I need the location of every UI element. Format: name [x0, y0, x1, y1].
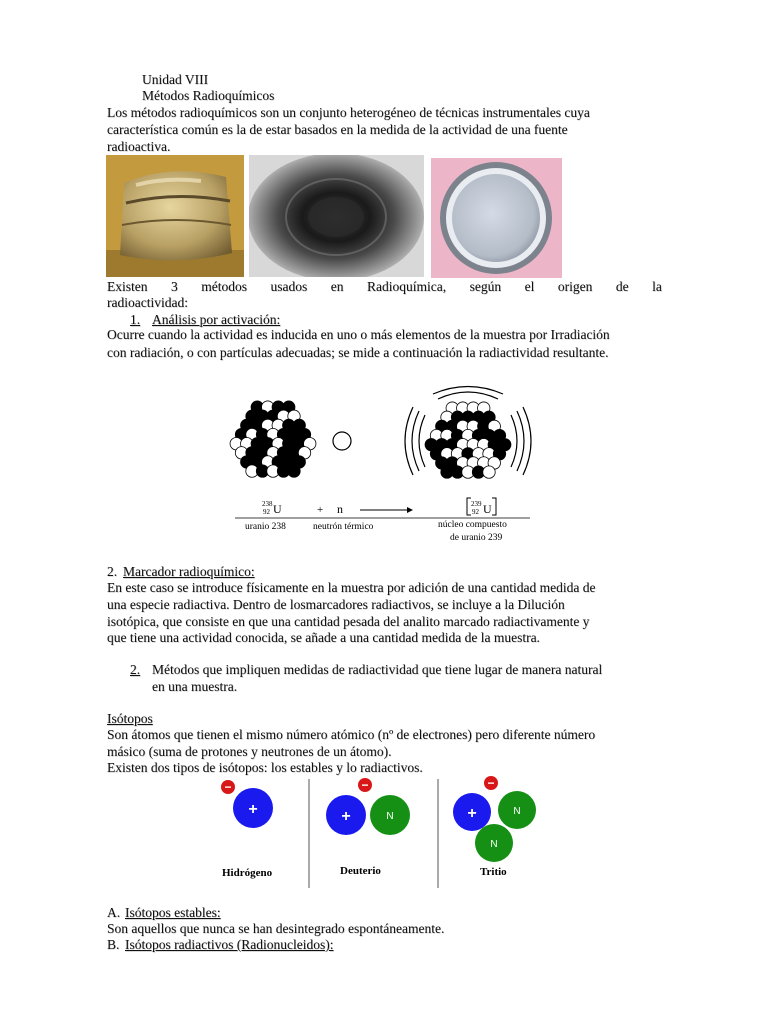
neutron-symbol: n	[337, 502, 343, 516]
label-hydrogen: Hidrógeno	[222, 867, 273, 879]
isotopes-heading: Isótopos	[107, 711, 153, 726]
radiation-arcs-right	[511, 407, 531, 475]
methods-line-2: radioactividad:	[107, 295, 188, 310]
page-title: Métodos Radioquímicos	[142, 88, 275, 103]
proton-sign: +	[248, 801, 258, 818]
section-2-line-2: una especie radiactiva. Dentro de losmarcadores radiactivos, se incluye a la Dilución	[107, 597, 565, 612]
methods-word: en	[330, 279, 344, 294]
methods-word: métodos	[201, 279, 247, 294]
methods-word: 3	[171, 279, 178, 294]
intro-line-3: radioactiva.	[107, 139, 171, 154]
uranium-238-mass: 238	[262, 500, 273, 508]
proton-sign: +	[467, 805, 477, 822]
radioactive-source-photo	[106, 155, 244, 277]
methods-line-1	[107, 278, 662, 295]
section-3-number: 2.	[130, 662, 141, 677]
methods-word: de	[615, 279, 629, 294]
uranium-239-compound-nucleus	[425, 402, 511, 478]
thermal-neutron	[333, 432, 351, 450]
isotope-diagram	[210, 776, 550, 891]
methods-word: la	[652, 279, 662, 294]
intro-line-2: característica común es la de estar basados en la medida de la actividad de una fuente	[107, 122, 568, 137]
uranium-239-mass: 239	[471, 500, 482, 508]
stable-title: Isótopos estables:	[125, 905, 221, 920]
section-2-line-4: que tiene una actividad conocida, se añade a una cantidad medida de la muestra.	[107, 630, 540, 645]
neutron-label: N	[490, 839, 498, 850]
intro-line-1: Los métodos radioquímicos son un conjunto heterogéneo de técnicas instrumentales cuya	[107, 105, 590, 120]
nucleon	[483, 466, 495, 478]
label-thermal-neutron: neutrón térmico	[313, 522, 374, 532]
uranium-238-nucleus	[230, 401, 316, 477]
methods-word: Existen	[107, 279, 148, 294]
section-1-title: Análisis por activación:	[152, 312, 281, 327]
uranium-238-z: 92	[263, 508, 270, 516]
uranium-239-symbol: U	[483, 502, 492, 516]
radioactive-title: Isótopos radiactivos (Radionucleidos):	[125, 937, 334, 952]
proton-sign: +	[341, 808, 351, 825]
neutron-label: N	[513, 806, 521, 817]
neutron-activation-diagram	[225, 385, 585, 555]
methods-word: el	[524, 279, 535, 294]
section-3-line-1: Métodos que impliquen medidas de radiactividad que tiene lugar de manera natural	[152, 662, 603, 677]
unit-heading: Unidad VIII	[142, 72, 209, 87]
section-3-line-2: en una muestra.	[152, 679, 238, 694]
electron-sign: −	[361, 778, 369, 792]
stable-letter: A.	[107, 905, 121, 920]
sealed-source-disc-photo	[431, 158, 562, 278]
compound-bracket-right	[492, 498, 496, 515]
section-2-title: Marcador radioquímico:	[123, 564, 255, 579]
methods-word: Radioquímica,	[367, 279, 447, 294]
radiation-arcs-top	[433, 387, 503, 400]
isotopes-line-2: másico (suma de protones y neutrones de un átomo).	[107, 744, 392, 759]
methods-word: usados	[270, 279, 308, 294]
label-tritium: Tritio	[480, 866, 507, 878]
isotopes-line-3: Existen dos tipos de isótopos: los estables y lo radiactivos.	[107, 760, 423, 775]
section-1-number: 1.	[130, 312, 141, 327]
section-2-line-3: isotópica, que consiste en que una cantidad pesada del analito marcado radiactivamente y	[107, 614, 590, 629]
section-2-line-1: En este caso se introduce físicamente en la muestra por adición de una cantidad medida de	[107, 580, 596, 595]
autoradiograph-photo	[249, 155, 424, 277]
radioactive-letter: B.	[107, 937, 120, 952]
label-compound-nucleus: núcleo compuesto	[438, 520, 507, 530]
isotopes-line-1: Son átomos que tienen el mismo número atómico (nº de electrones) pero diferente número	[107, 727, 596, 742]
neutron-label: N	[386, 811, 394, 822]
uranium-238-symbol: U	[273, 502, 282, 516]
uranium-239-z: 92	[472, 508, 479, 516]
label-deuterium: Deuterio	[340, 865, 381, 877]
section-1-line-1: Ocurre cuando la actividad es inducida en uno o más elementos de la muestra por Irradiación	[107, 327, 610, 342]
nucleon	[288, 465, 300, 477]
plus-sign: +	[317, 504, 324, 516]
electron-sign: −	[224, 780, 232, 794]
stable-line-1: Son aquellos que nunca se han desintegrado espontáneamente.	[107, 921, 445, 936]
methods-word: origen	[557, 279, 593, 294]
reaction-arrowhead	[407, 507, 413, 513]
section-2-number: 2.	[107, 564, 118, 579]
label-uranium-238: uranio 238	[245, 522, 286, 532]
radiation-arcs-left	[405, 407, 425, 475]
label-compound-nucleus-2: de uranio 239	[450, 533, 503, 543]
electron-sign: −	[487, 776, 495, 790]
section-1-line-2: con radiación, o con partículas adecuadas; se mide a continuación la radiactividad resultante.	[107, 345, 609, 360]
methods-word: según	[469, 279, 502, 294]
